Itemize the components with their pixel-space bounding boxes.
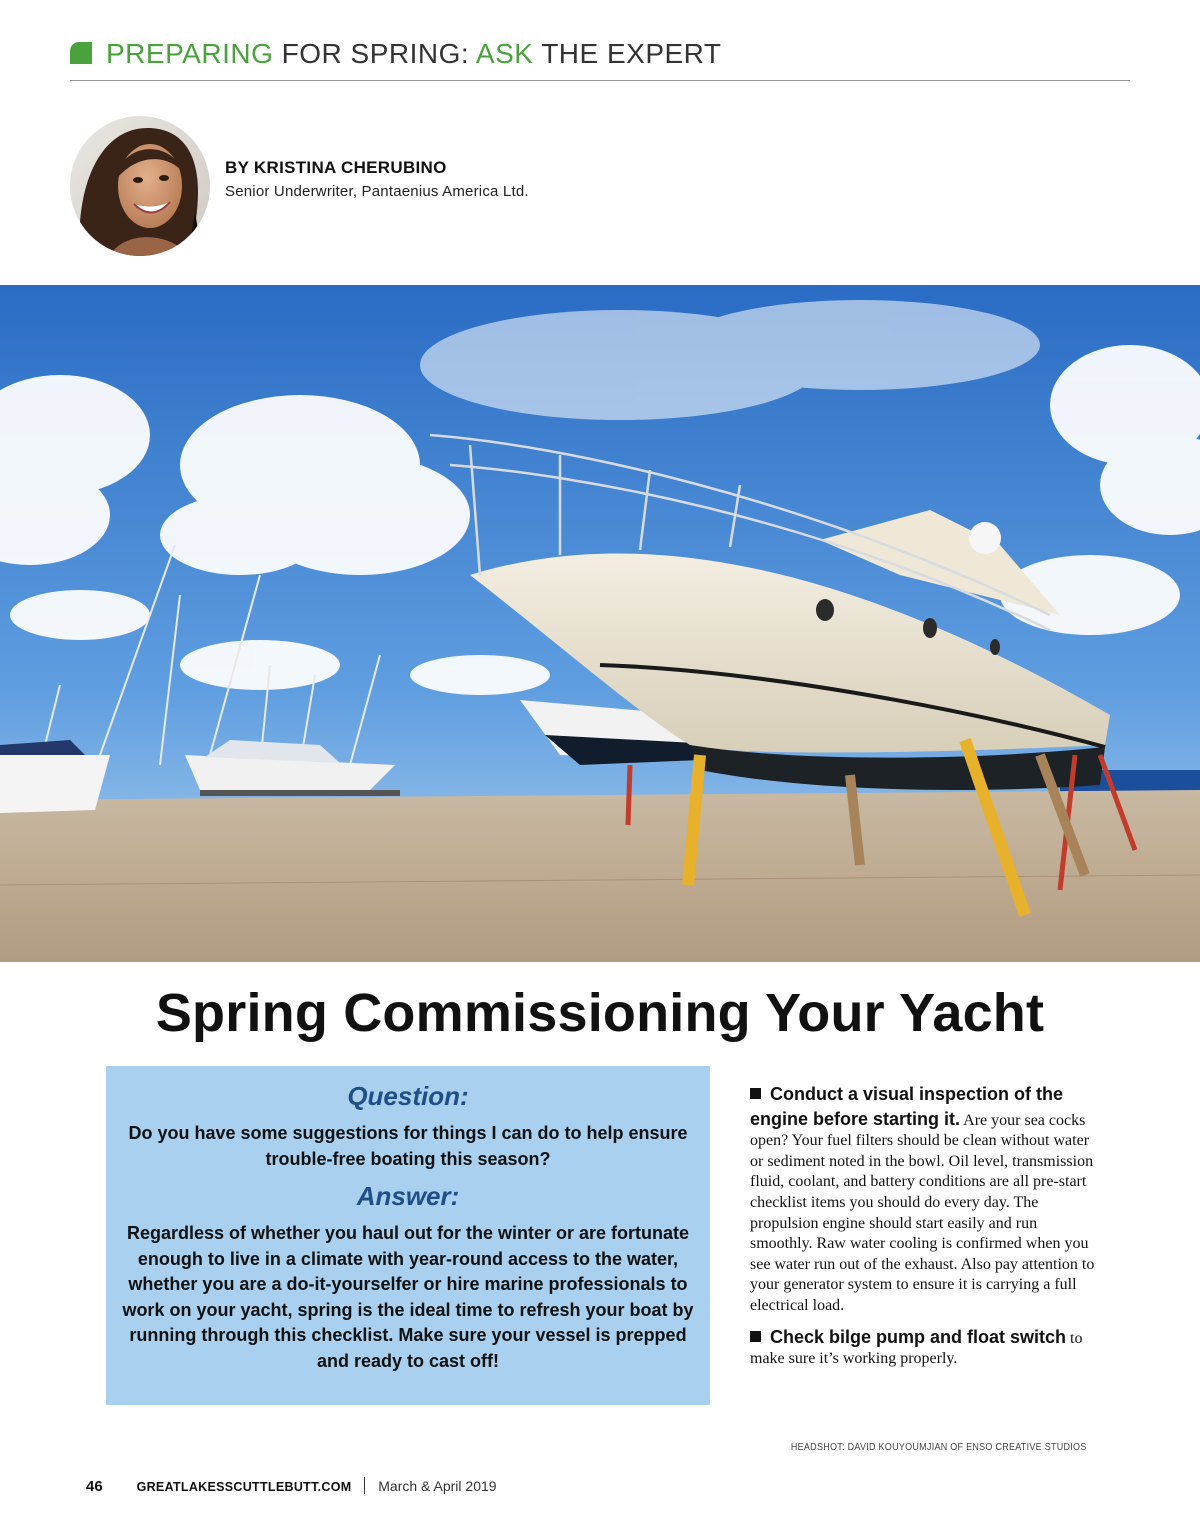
square-bullet-icon xyxy=(750,1088,761,1099)
article-title: Spring Commissioning Your Yacht xyxy=(155,983,1045,1043)
checklist-item xyxy=(750,1082,1100,1317)
section-tag-icon xyxy=(70,42,92,64)
checklist-item-lead xyxy=(750,1327,1066,1347)
section-title-part-4: THE EXPERT xyxy=(533,38,722,69)
checklist-item-body: Are your sea cocks open? Your fuel filters should be clean without water or sediment noted in the bowl. Oil level, transmission fluid, coolant, and battery conditions are all pre-start checklist items you should do every day. The propulsion engine should start easily and run smoothly. Raw water cooling is confirmed when you see water run out of the exhaust. Also pay attention to your generator system to ensure it is carrying a full electrical load. xyxy=(750,1111,1095,1314)
hero-photo xyxy=(0,285,1200,962)
section-title xyxy=(106,36,722,72)
checklist-item-lead-text: Check bilge pump and float switch xyxy=(770,1326,1067,1347)
footer-divider xyxy=(364,1477,365,1494)
answer-heading: Answer: xyxy=(356,1181,460,1211)
section-title-part-1: PREPARING xyxy=(106,38,274,69)
issue-date: March & April 2019 xyxy=(378,1478,497,1494)
site-name: GREATLAKESSCUTTLEBUTT.COM xyxy=(136,1480,352,1494)
qa-box xyxy=(106,1066,710,1405)
square-bullet-icon xyxy=(750,1331,761,1342)
question-text: Do you have some suggestions for things I can do to help ensure trouble-free boating this season? xyxy=(128,1123,688,1169)
section-title-part-3: ASK xyxy=(475,38,534,69)
page-footer xyxy=(86,1477,497,1495)
photo-credit: HEADSHOT: DAVID KOUYOUMJIAN OF ENSO CREATIVE STUDIOS xyxy=(791,1442,1087,1453)
checklist-item xyxy=(750,1325,1100,1370)
author-portrait-icon xyxy=(70,116,210,256)
checklist-item-body: to make sure it’s working properly. xyxy=(750,1329,1083,1368)
section-title-part-2: FOR SPRING: xyxy=(273,38,476,69)
checklist-column xyxy=(750,1082,1100,1378)
checklist-item-lead-text: Conduct a visual inspection of the engine before starting it. xyxy=(750,1084,1064,1129)
section-header xyxy=(70,36,1130,81)
author-headshot xyxy=(70,116,210,256)
byline-title: Senior Underwriter, Pantaenius America Ltd. xyxy=(225,183,529,200)
question-heading: Question: xyxy=(347,1081,469,1111)
page-number: 46 xyxy=(86,1478,103,1495)
answer-text: Regardless of whether you haul out for the winter or are fortunate enough to live in a climate with year-round access to the water, whether you are a do-it-yourselfer or hire marine professionals to work on your yacht, spring is the ideal time to refresh your boat by running through this checklist. Make sure your vessel is prepped and ready to cast off! xyxy=(122,1223,694,1371)
yacht-photo-icon xyxy=(0,285,1200,962)
byline-name: BY KRISTINA CHERUBINO xyxy=(225,158,447,177)
